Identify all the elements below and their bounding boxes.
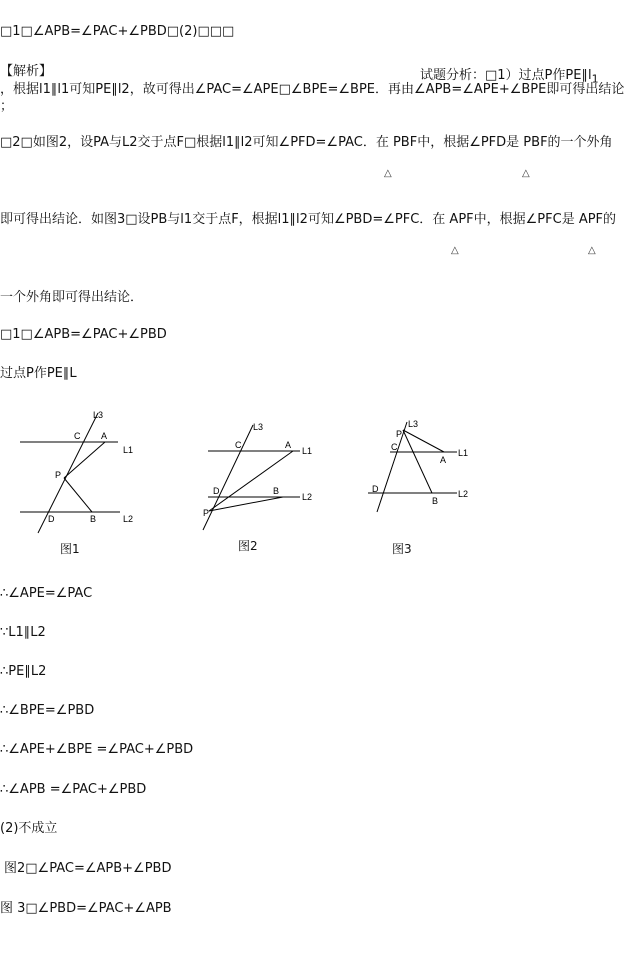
solution-step-3: ∴PE∥L2 <box>0 664 47 679</box>
solution-step-4: ∴∠BPE=∠PBD <box>0 703 95 718</box>
solution-line-1: □1□∠APB=∠PAC+∠PBD <box>0 327 167 342</box>
solution-fig3-result: 图 3□∠PBD=∠PAC+∠APB <box>0 901 172 916</box>
fig2-label-a: A <box>285 440 292 450</box>
fig3-label-l3: L3 <box>408 419 419 429</box>
fig2-label-l3: L3 <box>253 422 264 432</box>
fig2-label-d: D <box>213 486 220 496</box>
triangle-mark: △ <box>588 245 596 256</box>
solution-part-2: (2)不成立 <box>0 821 58 836</box>
triangle-mark: △ <box>451 245 459 256</box>
fig1-label-b: B <box>90 514 97 524</box>
figure-2 <box>195 415 330 535</box>
triangle-mark: △ <box>522 168 530 179</box>
solution-line-2: 过点P作PE∥L <box>0 366 77 381</box>
analysis-title: 【解析】 <box>0 64 53 79</box>
fig3-label-p: P <box>396 429 403 439</box>
fig2-label-c: C <box>235 440 242 450</box>
fig1-label-p: P <box>55 470 62 480</box>
analysis-right-main: 试题分析：□1）过点P作PE∥l <box>420 68 592 83</box>
fig3-label-a: A <box>440 455 447 465</box>
header-line: □1□∠APB=∠PAC+∠PBD□(2)□□□ <box>0 24 235 39</box>
fig2-caption: 图2 <box>238 539 258 553</box>
figure-3 <box>360 412 485 527</box>
solution-step-5: ∴∠APE+∠BPE =∠PAC+∠PBD <box>0 742 194 757</box>
analysis-right-sub: 1 <box>591 72 599 86</box>
fig1-caption: 图1 <box>60 542 80 556</box>
fig1-label-c: C <box>74 431 81 441</box>
analysis-line-4: □2□如图2，设PA与L2交于点F□根据l1∥l2可知∠PFD=∠PAC．在 PBF中，根据∠PFD是 PBF的一个外角 <box>0 135 613 150</box>
fig1-label-d: D <box>48 514 55 524</box>
fig1-label-l1: L1 <box>123 445 134 455</box>
fig2-label-l2: L2 <box>302 492 313 502</box>
fig3-label-d: D <box>372 484 379 494</box>
analysis-line-5: 即可得出结论．如图3□设PB与l1交于点F，根据l1∥l2可知∠PBD=∠PFC．在 APF中，根据∠PFC是 APF的 <box>0 212 617 227</box>
fig2-label-l1: L1 <box>302 446 313 456</box>
analysis-line-6: 一个外角即可得出结论． <box>0 290 144 305</box>
figure-1 <box>10 405 160 540</box>
analysis-line-2: ，根据l1∥l1可知PE∥l2，故可得出∠PAC=∠APE□∠BPE=∠BPE．再由∠APB=∠APE+∠BPE即可得出结论 <box>0 82 625 97</box>
fig1-label-a: A <box>101 431 108 441</box>
fig3-label-b: B <box>432 496 439 506</box>
analysis-line-3: ； <box>0 99 14 114</box>
fig2-label-p: P <box>203 508 210 518</box>
triangle-mark: △ <box>384 168 392 179</box>
fig3-caption: 图3 <box>392 542 412 556</box>
solution-fig2-result: 图2□∠PAC=∠APB+∠PBD <box>4 861 172 876</box>
fig3-label-c: C <box>391 442 398 452</box>
fig1-label-l2: L2 <box>123 514 134 524</box>
solution-step-6: ∴∠APB =∠PAC+∠PBD <box>0 782 147 797</box>
fig1-label-l3: L3 <box>93 410 104 420</box>
solution-step-1: ∴∠APE=∠PAC <box>0 586 93 601</box>
fig3-label-l1: L1 <box>458 448 469 458</box>
fig3-label-l2: L2 <box>458 489 469 499</box>
fig2-label-b: B <box>273 486 280 496</box>
solution-step-2: ∵L1∥L2 <box>0 625 46 640</box>
